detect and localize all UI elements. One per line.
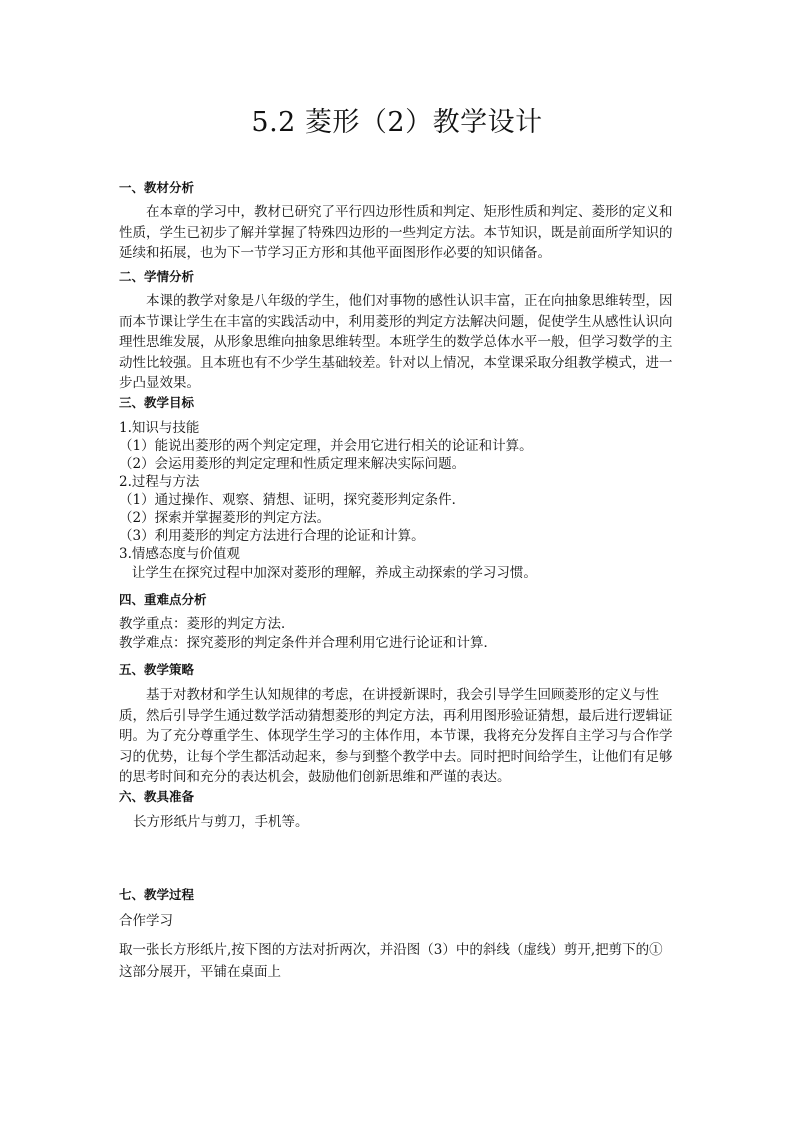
heading-teaching-goals: 三、教学目标 [119,395,195,410]
heading-teaching-process: 七、教学过程 [119,887,195,902]
subheading-cooperative-learning: 合作学习 [119,913,173,929]
process-line: 这部分展开，平铺在桌面上 [119,964,281,980]
goal-line: （2）会运用菱形的判定定理和性质定理来解决实际问题。 [119,456,466,472]
heading-key-difficult-points: 四、重难点分析 [119,592,207,607]
heading-textbook-analysis: 一、教材分析 [119,180,195,195]
key-point-line: 教学重点：菱形的判定方法． [119,616,295,632]
goal-line: （2）探索并掌握菱形的判定方法。 [119,510,331,526]
goal-line: 3.情感态度与价值观 [119,546,240,562]
goal-line: 让学生在探究过程中加深对菱形的理解，养成主动探索的学习习惯。 [119,565,537,581]
goal-line: （1）能说出菱形的两个判定定理，并会用它进行相关的论证和计算。 [119,438,533,454]
paragraph-teaching-strategy: 基于对教材和学生认知规律的考虑，在讲授新课时，我会引导学生回顾菱形的定义与性质，然后引导学生通过数学活动猜想菱形的判定方法，再利用图形验证猜想，最后进行逻辑证明。为了充分尊重学生、体现学生学习的主体作用，本节课，我将充分发挥自主学习与合作学习的优势，让每个学生都活动起来，参与到整个教学中去。同时把时间给学生，让他们有足够的思考时间和充分的表达机会，鼓励他们创新思维和严谨的表达。 [119,687,673,785]
document-title: 5.2 菱形（2）教学设计 [251,107,543,138]
goal-line: 1.知识与技能 [119,420,200,436]
process-line: 取一张长方形纸片,按下图的方法对折两次，并沿图（3）中的斜线（虚线）剪开,把剪下的① [119,942,663,958]
heading-teaching-aids: 六、教具准备 [119,789,195,804]
goal-line: 2.过程与方法 [119,474,200,490]
teaching-aids-text: 长方形纸片与剪刀，手机等。 [133,814,309,830]
paragraph-textbook-analysis: 在本章的学习中，教材已研究了平行四边形性质和判定、矩形性质和判定、菱形的定义和性质，学生已初步了解并掌握了特殊四边形的一些判定方法。本节知识，既是前面所学知识的延续和拓展，也为下一节学习正方形和其他平面图形作必要的知识储备。 [119,204,673,261]
goal-line: （1）通过操作、观察、猜想、证明，探究菱形判定条件． [119,492,466,508]
heading-student-analysis: 二、学情分析 [119,269,195,284]
paragraph-student-analysis: 本课的教学对象是八年级的学生，他们对事物的感性认识丰富，正在向抽象思维转型，因而本节课让学生在丰富的实践活动中，利用菱形的判定方法解决问题，促使学生从感性认识向理性思维发展，从形象思维向抽象思维转型。本班学生的数学总体水平一般，但学习数学的主动性比较强。且本班也有不少学生基础较差。针对以上情况，本堂课采取分组教学模式，进一步凸显效果。 [119,293,673,391]
difficult-point-line: 教学难点：探究菱形的判定条件并合理利用它进行论证和计算． [119,635,497,651]
goal-line: （3）利用菱形的判定方法进行合理的论证和计算。 [119,528,425,544]
heading-teaching-strategy: 五、教学策略 [119,662,195,677]
